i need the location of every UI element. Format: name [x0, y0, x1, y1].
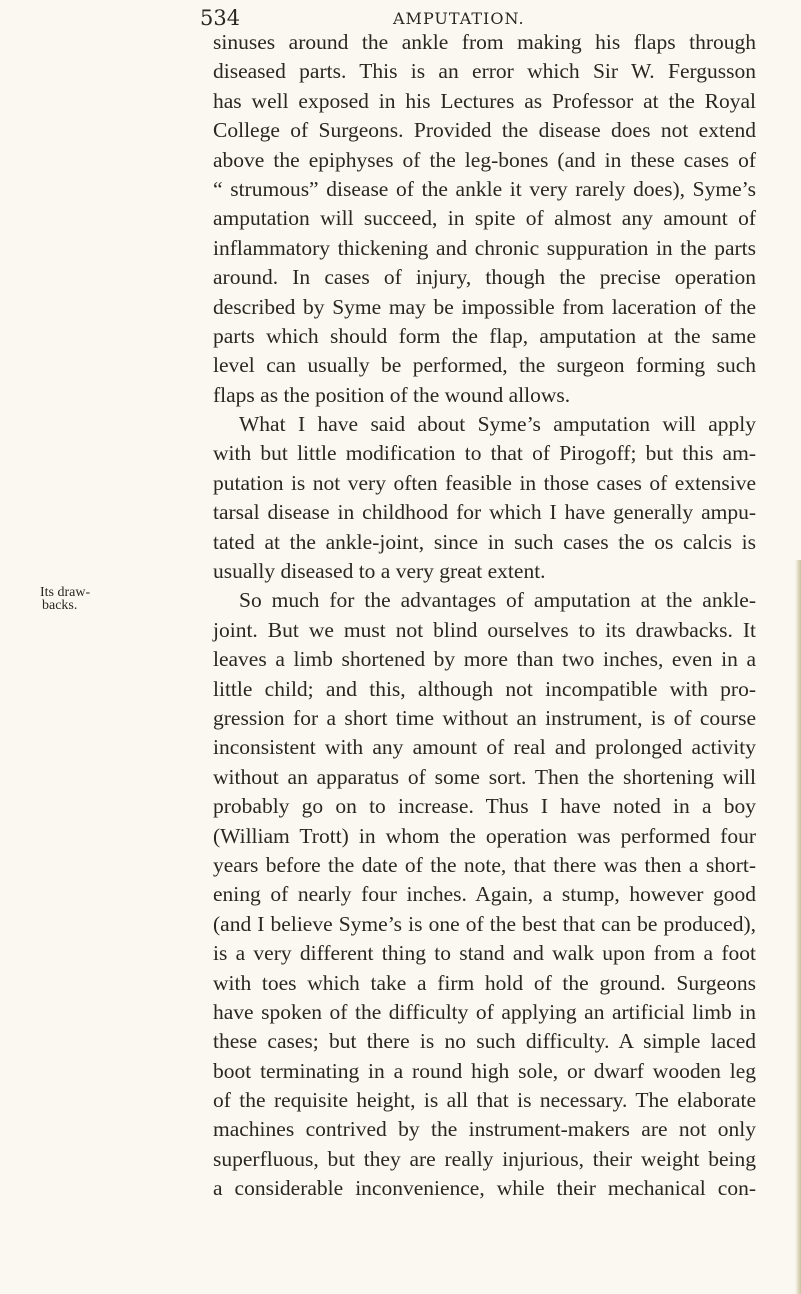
text-line: gression for a short time without an instrument, is of course	[213, 705, 756, 730]
text-line: putation is not very often feasible in those cases of extensive	[213, 470, 756, 495]
text-line: leaves a limb shortened by more than two inches, even in a	[213, 647, 756, 672]
margin-note	[40, 586, 90, 612]
text-line: sinuses around the ankle from making his flaps through	[213, 30, 756, 54]
margin-note-line: Its draw-	[40, 585, 91, 600]
text-line: College of Surgeons. Provided the disease does not extend	[213, 118, 756, 143]
text-line: with but little modification to that of Pirogoff; but this am-	[213, 441, 756, 466]
text-line: diseased parts. This is an error which Sir W. Fergusson	[213, 59, 756, 84]
text-line: around. In cases of injury, though the precise operation	[213, 265, 756, 290]
text-line: machines contrived by the instrument-makers are not only	[213, 1117, 756, 1142]
text-line: So much for the advantages of amputation at the ankle-	[239, 588, 756, 613]
text-line: a considerable inconvenience, while their mechanical con-	[213, 1176, 756, 1201]
text-line: level can usually be performed, the surgeon forming such	[213, 353, 756, 378]
text-line: “ strumous” disease of the ankle it very rarely does), Syme’s	[213, 176, 756, 201]
text-line: has well exposed in his Lectures as Professor at the Royal	[213, 88, 756, 113]
text-line: above the epiphyses of the leg-bones (and in these cases of	[213, 147, 756, 172]
text-line: superfluous, but they are really injurious, their weight being	[213, 1146, 756, 1171]
page-edge	[795, 560, 801, 1294]
text-line: inconsistent with any amount of real and prolonged activity	[213, 735, 756, 760]
text-line: parts which should form the flap, amputation at the same	[213, 323, 756, 348]
text-line: is a very different thing to stand and walk upon from a foot	[213, 941, 756, 966]
text-line: usually diseased to a very great extent.	[213, 559, 546, 584]
text-line: flaps as the position of the wound allows.	[213, 382, 571, 407]
text-line: with toes which take a firm hold of the ground. Surgeons	[213, 970, 756, 995]
text-line: years before the date of the note, that there was then a short-	[213, 852, 756, 877]
text-line: tarsal disease in childhood for which I have generally ampu-	[213, 500, 756, 525]
text-line: probably go on to increase. Thus I have noted in a boy	[213, 794, 756, 819]
text-line: amputation will succeed, in spite of almost any amount of	[213, 206, 756, 231]
text-line: tated at the ankle-joint, since in such cases the os calcis is	[213, 529, 756, 554]
text-line: these cases; but there is no such difficulty. A simple laced	[213, 1029, 756, 1054]
text-line: described by Syme may be impossible from laceration of the	[213, 294, 756, 319]
text-line: little child; and this, although not incompatible with pro-	[213, 676, 756, 701]
text-line: (and I believe Syme’s is one of the best that can be produced),	[213, 911, 756, 936]
text-line: (William Trott) in whom the operation was performed four	[213, 823, 756, 848]
text-line: What I have said about Syme’s amputation will apply	[239, 412, 756, 437]
text-line: have spoken of the difficulty of applying an artificial limb in	[213, 999, 756, 1024]
running-title: AMPUTATION.	[393, 9, 525, 28]
text-line: without an apparatus of some sort. Then the shortening will	[213, 764, 756, 789]
body-text	[213, 28, 756, 1204]
margin-note-line: backs.	[42, 598, 78, 613]
page-number: 534	[200, 6, 241, 30]
text-line: of the requisite height, is all that is necessary. The elaborate	[213, 1088, 756, 1113]
text-line: inflammatory thickening and chronic suppuration in the parts	[213, 235, 756, 260]
text-line: boot terminating in a round high sole, or dwarf wooden leg	[213, 1058, 756, 1083]
text-line: ening of nearly four inches. Again, a stump, however good	[213, 882, 756, 907]
text-line: joint. But we must not blind ourselves to its drawbacks. It	[213, 617, 756, 642]
